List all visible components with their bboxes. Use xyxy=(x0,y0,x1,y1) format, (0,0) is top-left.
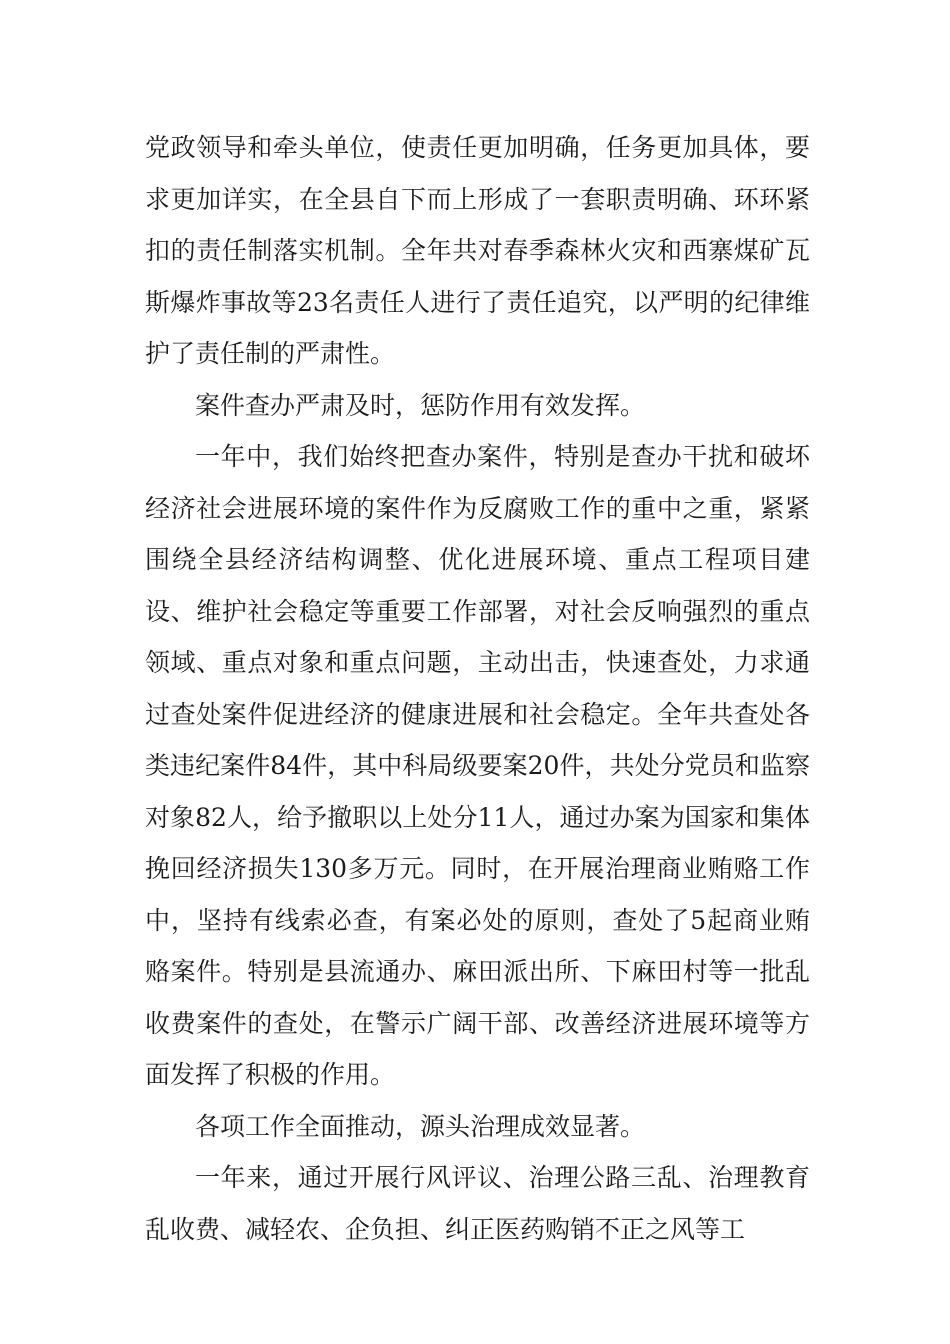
document-page xyxy=(145,122,810,1255)
paragraph-source-governance: 一年来，通过开展行风评议、治理公路三乱、治理教育乱收费、减轻农、企负担、纠正医药购销不正之风等工 xyxy=(145,1163,810,1244)
heading-case-investigation: 案件查办严肃及时，惩防作用有效发挥。 xyxy=(195,390,646,420)
heading-source-governance: 各项工作全面推动，源头治理成效显著。 xyxy=(195,1111,646,1141)
paragraph-case-investigation: 一年中，我们始终把查办案件，特别是查办干扰和破坏经济社会进展环境的案件作为反腐败工作的重中之重，紧紧围绕全县经济结构调整、优化进展环境、重点工程项目建设、维护社会稳定等重要工作部署，对社会反响强烈的重点领域、重点对象和重点问题，主动出击，快速查处，力求通过查处案件促进经济的健康进展和社会稳定。全年共查处各类违纪案件84件，其中科局级要案20件，共处分党员和监察对象82人，给予撤职以上处分11人，通过办案为国家和集体挽回经济损失130多万元。同时，在开展治理商业贿赂工作中，坚持有线索必查，有案必处的原则，查处了5起商业贿赂案件。特别是县流通办、麻田派出所、下麻田村等一批乱收费案件的查处，在警示广阔干部、改善经济进展环境等方面发挥了积极的作用。 xyxy=(145,442,810,1089)
paragraph-responsibility: 党政领导和牵头单位，使责任更加明确，任务更加具体，要求更加详实，在全县自下而上形成了一套职责明确、环环紧扣的责任制落实机制。全年共对春季森林火灾和西寨煤矿瓦斯爆炸事故等23名责任人进行了责任追究，以严明的纪律维护了责任制的严肃性。 xyxy=(145,133,810,368)
